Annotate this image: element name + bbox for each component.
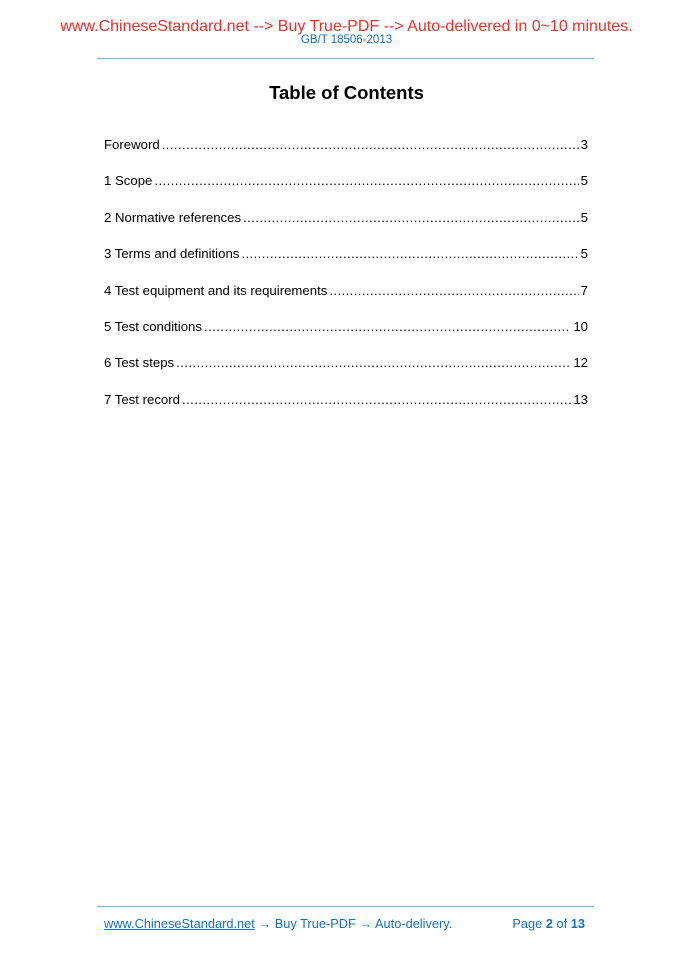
page-total: 13 (570, 916, 585, 931)
toc-leader-dots (241, 246, 578, 261)
toc-entry-foreword[interactable] (104, 137, 588, 173)
toc-entry-page: 5 (580, 209, 588, 225)
header-divider (97, 58, 594, 59)
toc-entry-terms-definitions[interactable] (104, 246, 588, 282)
footer-promo-text: → Buy True-PDF → Auto-delivery. (254, 916, 453, 931)
table-of-contents (104, 137, 588, 428)
toc-entry-page: 5 (580, 173, 588, 189)
toc-leader-dots (176, 355, 571, 370)
toc-entry-label: 1 Scope (104, 173, 153, 189)
standard-code: GB/T 18506-2013 (300, 34, 393, 46)
toc-entry-page: 3 (580, 137, 588, 152)
toc-entry-test-equipment[interactable] (104, 283, 588, 319)
footer-website-link[interactable]: www.ChineseStandard.net (104, 916, 255, 931)
toc-entry-label: 4 Test equipment and its requirements (104, 282, 328, 298)
toc-entry-label: 3 Terms and definitions (104, 246, 240, 262)
toc-entry-page: 12 (573, 355, 588, 371)
page-current: 2 (545, 916, 553, 931)
toc-leader-dots (182, 392, 571, 407)
header-banner: www.ChineseStandard.net --> Buy True-PDF --> Auto-delivered in 0~10 minutes. (60, 18, 633, 35)
toc-entry-scope[interactable] (104, 173, 588, 209)
toc-entry-test-steps[interactable] (104, 355, 588, 391)
toc-leader-dots (204, 319, 571, 334)
page-of: of (556, 916, 568, 931)
toc-entry-label: 6 Test steps (104, 355, 175, 371)
page-prefix: Page (512, 916, 543, 931)
toc-leader-dots (162, 137, 579, 152)
footer-promo (104, 916, 452, 931)
footer-divider (97, 906, 594, 907)
page-number (512, 916, 585, 931)
toc-entry-page: 7 (580, 282, 588, 298)
toc-leader-dots (329, 283, 578, 298)
toc-entry-label: 5 Test conditions (104, 318, 202, 334)
toc-entry-test-record[interactable] (104, 392, 588, 428)
toc-entry-label: Foreword (104, 137, 160, 152)
toc-entry-label: 7 Test record (104, 391, 180, 407)
toc-leader-dots (243, 210, 579, 225)
toc-entry-test-conditions[interactable] (104, 319, 588, 355)
toc-entry-page: 13 (573, 391, 588, 407)
toc-entry-normative-references[interactable] (104, 210, 588, 246)
toc-entry-page: 10 (573, 318, 588, 334)
toc-entry-page: 5 (580, 246, 588, 262)
toc-entry-label: 2 Normative references (104, 209, 242, 225)
toc-leader-dots (154, 173, 578, 188)
page-title: Table of Contents (269, 82, 424, 103)
